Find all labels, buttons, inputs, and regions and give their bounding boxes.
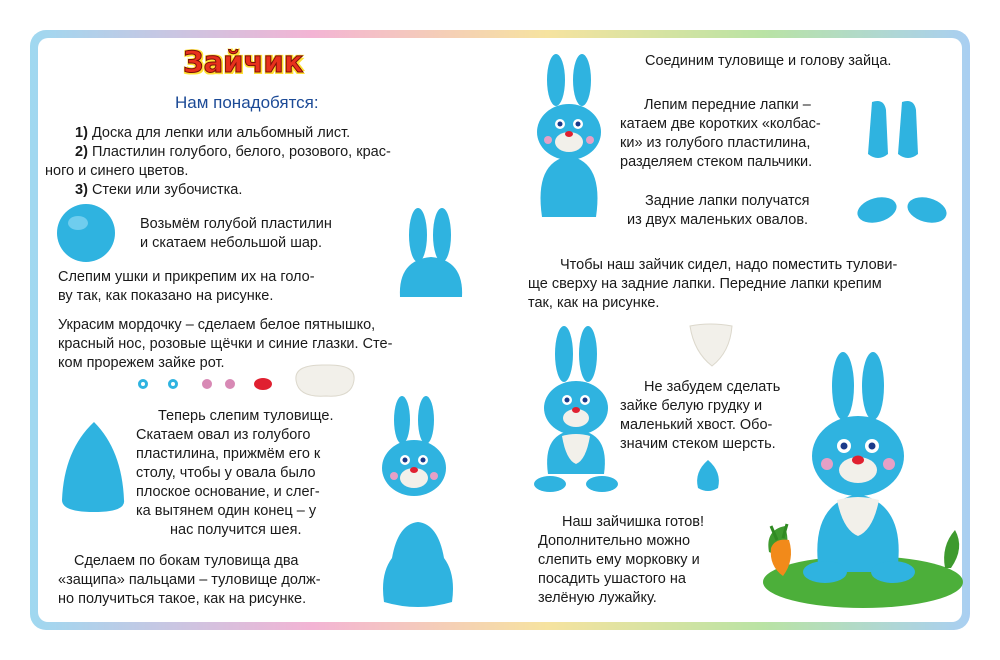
white-chest-image [686,322,736,368]
decorated-head-image [380,394,450,504]
clay-ball-image [56,203,118,265]
hind-paws-image [855,194,955,228]
pinched-body-image [378,518,458,610]
materials-heading: Нам понадобятся: [175,93,319,112]
materials-list [45,124,460,200]
step-ears-text: Слепим ушки и прикрепим их на голо- ву так, как показано на рисунке. [58,269,315,304]
step-body-text: Теперь слепим туловище. Скатаем овал из голубого пластилина, прижмём его к столу, чтобы у овала было плоское основание, и слег- ка вытянем один конец – у нас получится шея. [136,408,334,538]
head-body-joined-image [530,52,610,222]
sitting-bunny-image [530,324,620,494]
list-item-continuation: ного и синего цветов. [45,163,189,179]
step-hind-paws-text: Задние лапки получатся из двух маленьких овалов. [627,193,810,228]
step-sit-text: Чтобы наш зайчик сидел, надо поместить тулови- ще сверху на задние лапки. Передние лапки крепим так, как на рисунке. [528,257,898,311]
list-item: 1) Доска для лепки или альбомный лист. [75,125,351,141]
list-item: 2) Пластилин голубого, белого, розового, крас- [75,144,391,160]
white-patch-image [292,362,360,400]
head-with-ears-image [398,205,468,305]
step-chest-text: Не забудем сделать зайке белую грудку и маленький хвост. Обо- значим стеком шерсть. [620,379,781,452]
list-item: 3) Стеки или зубочистка. [75,182,243,198]
finished-bunny-image [755,350,970,610]
step-done-text: Наш зайчишка готов! Дополнительно можно слепить ему морковку и посадить ушастого на зелёную лужайку. [538,514,705,606]
step-join-text: Соединим туловище и голову зайца. [645,53,892,69]
oval-body-image [58,420,130,514]
step-ball-text: Возьмём голубой пластилин и скатаем небольшой шар. [140,216,332,251]
tail-image [692,458,724,494]
step-front-paws-text: Лепим передние лапки – катаем две коротких «колбас- ки» из голубого пластилина, разделяем стеком пальчики. [620,97,821,170]
front-paws-image [862,96,952,162]
step-pinch-text: Сделаем по бокам туловища два «защипа» пальцами – туловище долж- но получиться такое, как на рисунке. [58,553,321,607]
step-face-text: Украсим мордочку – сделаем белое пятнышко, красный нос, розовые щёчки и синие глазки. Сте- ком прорежем зайке рот. [58,317,393,371]
page-title: Зайчик [183,45,304,79]
